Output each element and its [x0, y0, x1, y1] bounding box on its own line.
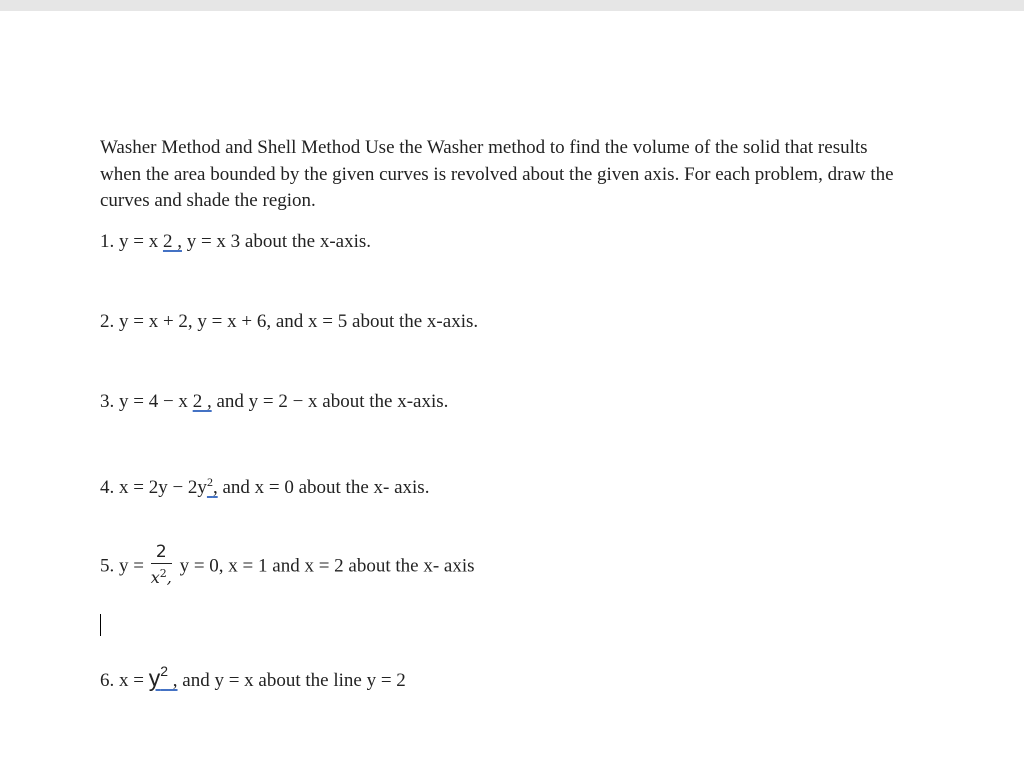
problem-5	[100, 544, 475, 604]
problem-4-exponent: 2	[206, 475, 213, 489]
intro-paragraph: Washer Method and Shell Method Use the Washer method to find the volume of the solid that results when the area bounded by the given curves is revolved about the given axis. For each problem, draw the curves and shade the region.	[100, 137, 894, 211]
problem-3-rest: and y = 2 − x about the x-axis.	[211, 391, 449, 412]
problem-6-comma: ,	[168, 670, 178, 691]
fraction-numerator: 2	[151, 542, 172, 564]
problem-1	[100, 230, 371, 254]
fraction-denominator-var: x	[150, 568, 160, 587]
problem-4-rest: and x = 0 about the x- axis.	[217, 477, 430, 498]
problem-6-exponent-group	[148, 663, 178, 691]
problem-4-comma: ,	[212, 477, 218, 498]
problem-1-text: 1. y = x	[100, 231, 163, 252]
fraction-comma: ,	[166, 568, 172, 587]
fraction-denominator	[151, 564, 172, 588]
problem-3	[100, 390, 448, 414]
text-cursor	[100, 614, 101, 636]
problem-6-text: 6. x =	[100, 670, 149, 691]
problem-5-text: 5. y =	[100, 555, 149, 577]
problem-6-y: y	[148, 665, 161, 691]
document-page[interactable]	[0, 11, 1024, 772]
problem-5-rest: y = 0, x = 1 and x = 2 about the x- axis	[174, 555, 475, 577]
problem-4	[100, 470, 429, 500]
problem-4-text: 4. x = 2y − 2y	[100, 477, 207, 498]
fraction-denominator-exp: 2	[159, 567, 167, 580]
problem-6-rest: and y = x about the line y = 2	[177, 670, 406, 691]
fraction	[151, 542, 172, 588]
problem-2: 2. y = x + 2, y = x + 6, and x = 5 about the x-axis.	[100, 311, 479, 332]
problem-6-exp: 2	[160, 663, 169, 679]
problem-6	[100, 659, 406, 693]
problem-4-exponent-group	[207, 477, 218, 498]
problem-1-exponent: 2 ,	[162, 231, 182, 252]
problem-3-text: 3. y = 4 − x	[100, 391, 193, 412]
problem-1-rest: y = x 3 about the x-axis.	[181, 231, 372, 252]
problem-3-exponent: 2 ,	[192, 391, 212, 412]
window-top-bar	[0, 0, 1024, 11]
